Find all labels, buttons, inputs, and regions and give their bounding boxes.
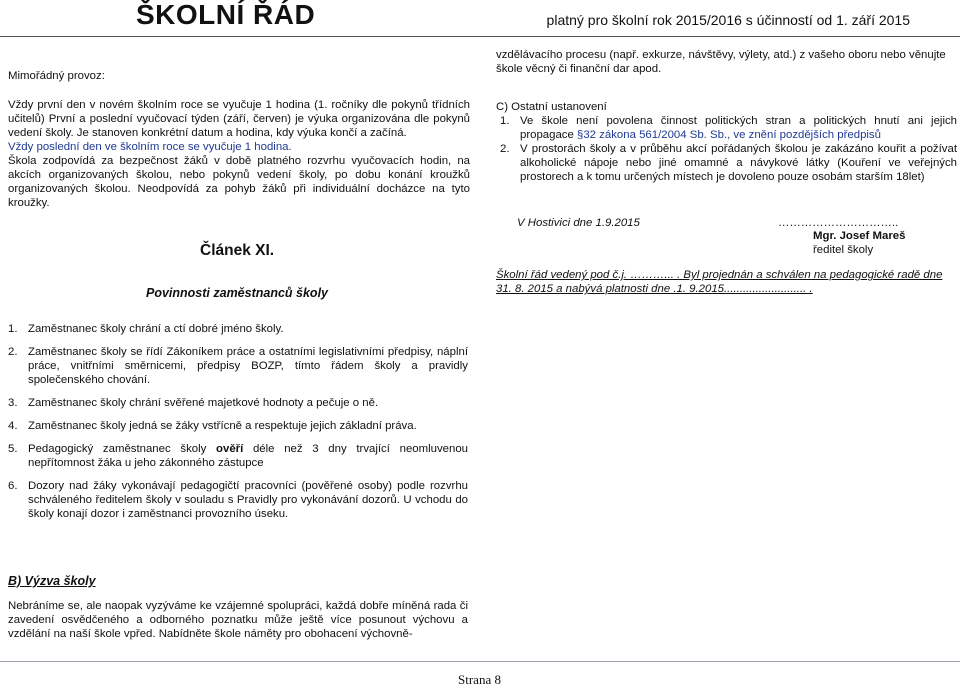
list-item-text: Zaměstnanec školy chrání a ctí dobré jméno školy. <box>28 323 284 335</box>
approval-line-1: Školní řád vedený pod č.j. ………... . Byl projednán a schválen na pedagogické radě dne <box>496 269 943 281</box>
list-item-number: 1. <box>8 323 18 335</box>
director-role: ředitel školy <box>813 244 874 256</box>
page-header <box>0 0 960 38</box>
footer-divider <box>0 661 960 662</box>
list-item <box>8 479 468 521</box>
extraordinary-operation-label: Mimořádný provoz: <box>8 70 105 82</box>
right-intro-paragraph: vzdělávacího procesu (např. exkurze, návštěvy, výlety, atd.) z vašeho oboru nebo věnujte škole věcný či finanční dar apod. <box>496 49 946 75</box>
list-item-text: Dozory nad žáky vykonávají pedagogičtí pracovníci (pověřené osoby) podle rozvrhu schváleného ředitelem školy v souladu s Pravidly pro vykonávání dozorů. U vchodu do školy konají dozor i zaměstnanci provozního úseku. <box>28 480 468 520</box>
place-date: V Hostivici dne 1.9.2015 <box>517 217 640 229</box>
list-item-text-after: déle než 3 dny trvající neomluvenou nepřítomnost žáka u jeho zákonného zástupce <box>28 443 469 469</box>
list-item-text-bold: ověří <box>216 443 244 455</box>
list-item <box>8 442 468 470</box>
approval-line-2: 31. 8. 2015 a nabývá platnosti dne .1. 9.2015.......................... . <box>496 283 813 295</box>
other-provisions-list <box>500 114 957 184</box>
header-divider <box>0 36 960 37</box>
list-item <box>8 345 468 387</box>
law-reference-link: §32 zákona 561/2004 Sb. Sb., ve znění pozdějších předpisů <box>577 129 881 141</box>
list-item-number: 2. <box>8 346 18 358</box>
list-item-number: 1. <box>500 115 510 127</box>
first-day-text: Vždy první den v novém školním roce se vyučuje 1 hodina (1. ročníky dle pokynů třídních učitelů) První a poslední vyučovací týden (září, červen) je výuka organizována dle pokynů vedení školy. Je stanoven konkrétní datum a hodina, kdy výuka končí a začíná. <box>8 99 470 139</box>
list-item <box>8 396 468 410</box>
list-item-number: 2. <box>500 143 510 155</box>
page-number: Strana 8 <box>458 672 501 687</box>
list-item-text-before: Pedagogický zaměstnanec školy <box>28 443 217 455</box>
signature-dots: ………………………….. <box>778 217 899 229</box>
paragraph-school-responsibility: Škola zodpovídá za bezpečnost žáků v době platného rozvrhu vyučovacích hodin, na akcích organizovaných školou, nebo pokynů vedení školy, po dobu konání kroužků organizovaných školou. Neodpovídá za pohyb žáků při individuální docházce na tyto kroužky. <box>8 155 470 209</box>
list-item-number: 4. <box>8 420 18 432</box>
director-name: Mgr. Josef Mareš <box>813 230 906 242</box>
other-provisions-heading: C) Ostatní ustanovení <box>496 101 607 113</box>
employee-duties-list <box>8 322 468 530</box>
challenge-heading: B) Výzva školy <box>8 574 96 588</box>
list-item-number: 3. <box>8 397 18 409</box>
list-item-text: Ve škole není povolena činnost politických stran a politických hnutí ani jejich propagace <box>520 115 957 141</box>
article-title: Článek XI. <box>200 242 275 259</box>
document-subtitle: platný pro školní rok 2015/2016 s účinností od 1. září 2015 <box>546 12 910 28</box>
list-item-text: V prostorách školy a v průběhu akcí pořádaných školou je zakázáno kouřit a požívat alkoholické nápoje nebo jiné omamné a návykové látky (Kouření ve veřejných prostorech a k tomu určených místech je dovoleno pouze osobám starším 18let) <box>520 143 957 183</box>
list-item-number: 5. <box>8 443 18 455</box>
list-item <box>8 419 468 433</box>
paragraph-first-day <box>8 98 470 140</box>
list-item-text: Zaměstnanec školy jedná se žáky vstřícně a respektuje jejich základní práva. <box>28 420 417 432</box>
list-item <box>8 322 468 336</box>
list-item <box>500 114 957 142</box>
challenge-text: Nebráníme se, ale naopak vyzýváme ke vzájemné spolupráci, každá dobře míněná rada či zavedení osvědčeného a odborného poznatku může ještě více posunout výchovu a vzdělání na naší škole vpřed. Nabídněte škole náměty pro obohacení výchovně- <box>8 600 468 640</box>
paragraph-last-day: Vždy poslední den ve školním roce se vyučuje 1 hodina. <box>8 141 292 153</box>
document-title: ŠKOLNÍ ŘÁD <box>136 0 316 30</box>
list-item-text: Zaměstnanec školy se řídí Zákoníkem práce a ostatními legislativními předpisy, náplní práce, vnitřními směrnicemi, předpisy BOZP, tímto řádem školy a pravidly společenského chování. <box>28 346 468 386</box>
list-item-number: 6. <box>8 480 18 492</box>
article-subtitle: Povinnosti zaměstnanců školy <box>146 286 328 300</box>
extraordinary-operation-block <box>8 98 470 210</box>
list-item-text: Zaměstnanec školy chrání svěřené majetkové hodnoty a pečuje o ně. <box>28 397 379 409</box>
list-item <box>500 142 957 184</box>
